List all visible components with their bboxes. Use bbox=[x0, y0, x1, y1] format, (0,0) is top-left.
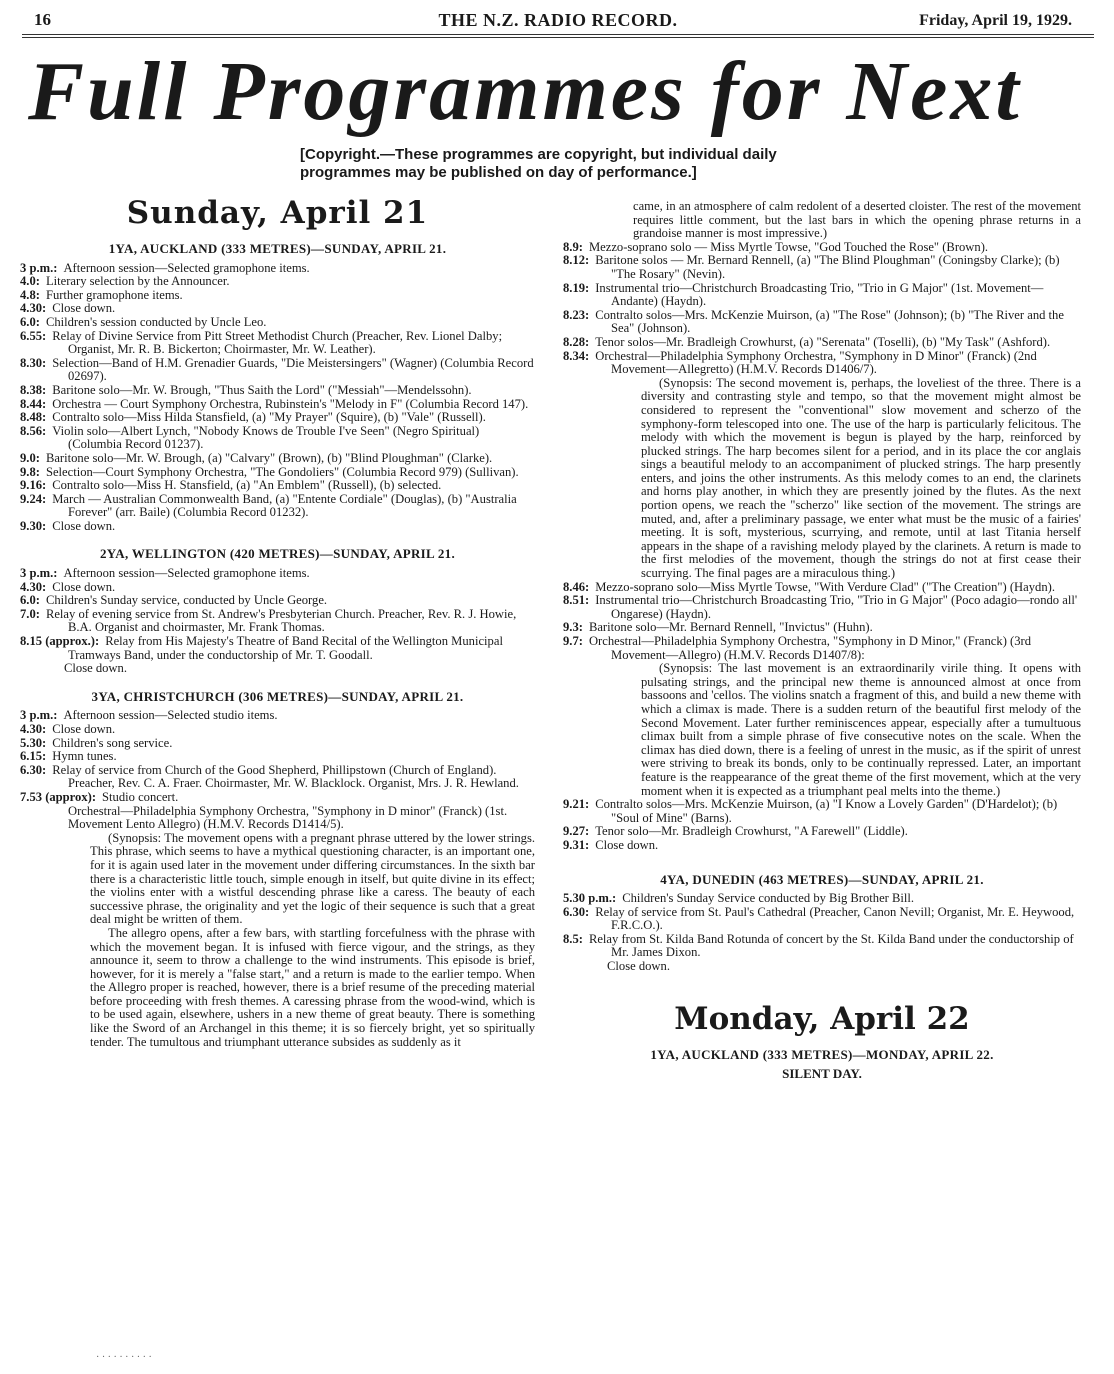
programme-time: 3 p.m.: bbox=[20, 566, 58, 581]
synopsis-continued: came, in an atmosphere of calm redolent of a deserted cloister. The rest of the movement requires little comment, but the last bars in which the opening phrase returns in a grandoise manner is most impressive.) bbox=[633, 199, 1081, 241]
programme-text: Mezzo-soprano solo—Miss Myrtle Towse, "With Verdure Clad" ("The Creation") (Haydn). bbox=[595, 579, 1055, 594]
programme-text: Children's song service. bbox=[52, 735, 173, 750]
copyright-notice: [Copyright.—These programmes are copyright, but individual daily programmes may be published on day of performance.] bbox=[300, 146, 777, 181]
programme-time: 6.30: bbox=[563, 904, 590, 919]
programme-time: 6.30: bbox=[20, 762, 47, 777]
programme-item bbox=[20, 594, 535, 608]
programme-text: Afternoon session—Selected studio items. bbox=[63, 708, 278, 723]
programme-text: Close down. bbox=[52, 301, 116, 316]
programme-text: Contralto solos—Mrs. McKenzie Muirson, (a) "The Rose" (Johnson); (b) "The River and the Sea" (Johnson). bbox=[595, 307, 1064, 336]
silent-day-note: SILENT DAY. bbox=[782, 1066, 862, 1082]
programme-text: Tenor solo—Mr. Bradleigh Crowhurst, "A Farewell" (Liddle). bbox=[595, 824, 908, 839]
programme-item bbox=[563, 892, 1081, 906]
programme-time: 9.3: bbox=[563, 620, 583, 635]
programme-item bbox=[563, 581, 1081, 595]
programme-time: 8.38: bbox=[20, 382, 47, 397]
programme-item bbox=[20, 398, 535, 412]
christchurch-programme-4 bbox=[563, 798, 1081, 852]
programme-item bbox=[20, 581, 535, 595]
programme-item bbox=[20, 357, 535, 384]
programme-item bbox=[20, 316, 535, 330]
programme-item bbox=[563, 336, 1081, 350]
programme-item bbox=[20, 764, 535, 791]
programme-time: 8.28: bbox=[563, 334, 590, 349]
programme-item bbox=[20, 709, 535, 723]
programme-text: Relay of Divine Service from Pitt Street Methodist Church (Preacher, Rev. Lionel Dalby; Organist, Mr. R. B. Bickerton; Choirmaster, Mr. W. Leather). bbox=[52, 328, 503, 357]
page-number: 16 bbox=[34, 10, 51, 29]
programme-text: Children's Sunday Service conducted by Big Brother Bill. bbox=[622, 891, 915, 906]
programme-text: Orchestra — Court Symphony Orchestra, Rubinstein's "Melody in F" (Columbia Record 147). bbox=[52, 396, 529, 411]
programme-item bbox=[563, 798, 1081, 825]
programme-text: Relay from His Majesty's Theatre of Band Recital of the Wellington Municipal Tramways Band, under the conductorship of Mr. T. Goodall. bbox=[68, 634, 503, 662]
programme-time: 7.0: bbox=[20, 606, 40, 621]
programme-text: Baritone solos — Mr. Bernard Rennell, (a) "The Blind Ploughman" (Coningsby Clarke); (b) "The Rosary" (Nevin). bbox=[595, 253, 1060, 281]
programme-text: Mezzo-soprano solo — Miss Myrtle Towse, "God Touched the Rose" (Brown). bbox=[588, 239, 989, 254]
monday-auckland-heading: 1YA, AUCKLAND (333 METRES)—MONDAY, APRIL 22. bbox=[650, 1046, 994, 1062]
programme-time: 8.30: bbox=[20, 355, 47, 370]
programme-item bbox=[563, 906, 1081, 933]
monday-title: Monday, April 22 bbox=[674, 1000, 970, 1037]
programme-item bbox=[20, 479, 535, 493]
programme-item bbox=[563, 933, 1081, 960]
programme-text: Afternoon session—Selected gramophone items. bbox=[63, 566, 310, 581]
programme-time: 9.30: bbox=[20, 518, 47, 533]
programme-time: 9.21: bbox=[563, 797, 590, 812]
programme-item bbox=[20, 635, 535, 662]
programme-item bbox=[20, 750, 535, 764]
auckland-heading: 1YA, AUCKLAND (333 METRES)—SUNDAY, APRIL 21. bbox=[108, 241, 447, 256]
programme-item bbox=[20, 425, 535, 452]
programme-text: Baritone solo—Mr. W. Brough, "Thus Saith the Lord" ("Messiah"—Mendelssohn). bbox=[52, 382, 472, 397]
programme-time: 9.8: bbox=[20, 464, 40, 479]
programme-item bbox=[563, 635, 1081, 662]
synopsis-second-movement: (Synopsis: The second movement is, perhaps, the loveliest of the three. There is a diversity and contrasting style and tempo, so that the movement might almost be considered to represent the "conventional" slow movement and scherzo of the symphony-form telescoped into one. The use of the harp is particularly felicitous. The melody with which the movement is begun is played by the harp, reinforced by plucked strings. The harp becomes silent for a period, and in its place the cor anglais sings a beautiful melody to an accompaniment of plucked strings. The harp presently enters, and joins the other instruments. As this melody comes to an end, the clarinets and horns play another, in which they are presently joined by the flutes. As the next portion opens, we reach the "scherzo" like section of the movement. The strings are muted, and, after a preliminary passage, we enter what must be the music of a fairies' meeting. It is soft, mysterious, scurrying, and remote, until at last Titania herself appears in the shape of a ravishing melody played by the clarinets. A return is made to the first melodies of the movement, though the strings do not at first cease their scurrying. The final pages are a miraculous thing.) bbox=[641, 375, 1081, 581]
programme-time: 9.24: bbox=[20, 491, 47, 506]
wellington-programme bbox=[20, 567, 535, 662]
programme-text: Relay of evening service from St. Andrew's Presbyterian Church. Preacher, Rev. R. J. Howie, B.A. Organist and choirmaster, Mr. Frank Thomas. bbox=[45, 606, 517, 635]
programme-text: Literary selection by the Announcer. bbox=[45, 274, 230, 289]
programme-text: Relay of service from Church of the Good Shepherd, Phillipstown (Church of England). Preacher, Rev. C. A. Fraer. Choirmaster, Mr. W. Blacklock. Organist, Mrs. J. R. Hewland. bbox=[52, 762, 519, 791]
programme-item bbox=[563, 350, 1081, 377]
programme-time: 8.48: bbox=[20, 410, 47, 425]
synopsis-paragraph-1: (Synopsis: The movement opens with a pregnant phrase uttered by the lower strings. This phrase, which seems to have a mythical questioning character, is an important one, for it is again used later in the movement under differing circumstances. In the sixth bar there is a characteristic little touch, simple enough in itself, but quite divine in its effect; the violins enter with a wistful descending phrase like a caress. The beauty of each successive phrase, the originality and yet the logic of their sequence is such that a great deal might be written of them. bbox=[90, 830, 535, 927]
programme-item bbox=[563, 825, 1081, 839]
programme-time: 8.5: bbox=[563, 931, 583, 946]
programme-text: Tenor solos—Mr. Bradleigh Crowhurst, (a) "Serenata" (Toselli), (b) "My Task" (Ashford). bbox=[595, 334, 1051, 349]
programme-item bbox=[20, 411, 535, 425]
programme-time: 9.31: bbox=[563, 837, 590, 852]
programme-item bbox=[20, 384, 535, 398]
left-column bbox=[20, 192, 535, 1049]
dunedin-close: Close down. bbox=[607, 959, 670, 974]
christchurch-programme-2 bbox=[563, 241, 1081, 377]
headline: Full Programmes for Next bbox=[28, 45, 1022, 138]
programme-text: Baritone solo—Mr. W. Brough, (a) "Calvary" (Brown), (b) "Blind Ploughman" (Clarke). bbox=[45, 450, 493, 465]
programme-text: Selection—Court Symphony Orchestra, "The Gondoliers" (Columbia Record 979) (Sullivan). bbox=[45, 464, 519, 479]
programme-time: 9.7: bbox=[563, 634, 583, 648]
programme-text: Close down. bbox=[52, 722, 116, 736]
programme-text: Relay from St. Kilda Band Rotunda of concert by the St. Kilda Band under the conductorship of Mr. James Dixon. bbox=[588, 931, 1074, 960]
programme-item bbox=[20, 723, 535, 737]
programme-text: Contralto solo—Miss H. Stansfield, (a) "An Emblem" (Russell), (b) selected. bbox=[52, 478, 442, 493]
programme-time: 8.46: bbox=[563, 579, 590, 594]
programme-time: 3 p.m.: bbox=[20, 260, 58, 275]
programme-item bbox=[20, 493, 535, 520]
programme-item bbox=[20, 302, 535, 316]
programme-text: Close down. bbox=[52, 579, 116, 594]
programme-item bbox=[20, 737, 535, 751]
programme-item bbox=[563, 594, 1081, 621]
programme-time: 9.16: bbox=[20, 478, 47, 493]
programme-time: 9.27: bbox=[563, 824, 590, 839]
programme-text: Close down. bbox=[595, 837, 659, 852]
programme-time: 8.9: bbox=[563, 239, 583, 254]
programme-item bbox=[20, 791, 535, 805]
programme-time: 6.0: bbox=[20, 593, 40, 608]
programme-time: 4.0: bbox=[20, 274, 40, 289]
issue-date: Friday, April 19, 1929. bbox=[919, 12, 1072, 29]
programme-time: 8.56: bbox=[20, 423, 47, 438]
programme-text: Children's Sunday service, conducted by Uncle George. bbox=[45, 593, 328, 608]
page-margin-mark: · · · · · · · · · · bbox=[96, 1352, 152, 1363]
programme-time: 6.0: bbox=[20, 314, 40, 329]
programme-item bbox=[20, 466, 535, 480]
christchurch-orchestral: Orchestral—Philadelphia Symphony Orchestra, "Symphony in D minor" (Franck) (1st. Movement Lento Allegro) (H.M.V. Records D1414/5). bbox=[68, 803, 508, 832]
dunedin-programme bbox=[563, 892, 1081, 960]
programme-time: 9.0: bbox=[20, 450, 40, 465]
programme-text: Relay of service from St. Paul's Cathedral (Preacher, Canon Nevill; Organist, Mr. E. Heywood, F.R.C.O.). bbox=[595, 904, 1075, 933]
wellington-heading: 2YA, WELLINGTON (420 METRES)—SUNDAY, APRIL 21. bbox=[99, 546, 455, 562]
christchurch-programme bbox=[20, 709, 535, 804]
programme-text: Hymn tunes. bbox=[52, 749, 117, 764]
programme-text: Contralto solo—Miss Hilda Stansfield, (a) "My Prayer" (Squire), (b) "Vale" (Russell). bbox=[52, 410, 486, 425]
programme-item bbox=[20, 330, 535, 357]
wellington-close: Close down. bbox=[64, 661, 127, 676]
programme-item bbox=[20, 520, 535, 534]
programme-text: Orchestral—Philadelphia Symphony Orchestra, "Symphony in D Minor," (Franck) (3rd Movement—Allegro) (H.M.V. Records D1407/8): bbox=[588, 634, 1032, 662]
programme-time: 8.23: bbox=[563, 307, 590, 322]
christchurch-programme-3 bbox=[563, 581, 1081, 663]
right-column bbox=[563, 200, 1081, 1081]
programme-item bbox=[20, 608, 535, 635]
synopsis-paragraph-2: The allegro opens, after a few bars, with startling forcefulness with the phrase with which the movement began. It is infused with fierce vigour, and the strings, as they announce it, seem to throw a challenge to the wind instruments. This episode is brief, however, for it is merely a "false start," and a return is made to the earlier tempo. When the Allegro proper is reached, however, there is a brief resume of the preceding material before proceeding with fresh themes. A caressing phrase from the wood-wind, which is to be used again, elsewhere, ushers in a new theme of great beauty. There is something like the Sword of an Archangel in this theme; it is so fiercely bright, yet so spiritually tender. The tumultous and triumphant utterance subsides as suddenly as it bbox=[90, 925, 535, 1049]
programme-time: 8.19: bbox=[563, 280, 590, 295]
header-rule-2 bbox=[22, 37, 1094, 38]
programme-time: 8.51: bbox=[563, 593, 590, 608]
dunedin-heading: 4YA, DUNEDIN (463 METRES)—SUNDAY, APRIL 21. bbox=[660, 871, 984, 887]
programme-text: Afternoon session—Selected gramophone items. bbox=[63, 260, 310, 275]
programme-text: Violin solo—Albert Lynch, "Nobody Knows de Trouble I've Seen" (Negro Spiritual) (Columbia Record 01237). bbox=[52, 423, 480, 452]
programme-item bbox=[20, 262, 535, 276]
programme-text: Contralto solos—Mrs. McKenzie Muirson, (a) "I Know a Lovely Garden" (D'Hardelot); (b) "Soul of Mine" (Barns). bbox=[595, 797, 1058, 825]
programme-text: Children's session conducted by Uncle Leo. bbox=[45, 314, 267, 329]
programme-text: Instrumental trio—Christchurch Broadcasting Trio, "Trio in G Major" (Poco adagio—rondo all' Ongarese) (Haydn). bbox=[595, 593, 1078, 621]
publication-title: THE N.Z. RADIO RECORD. bbox=[438, 10, 678, 30]
programme-time: 5.30 p.m.: bbox=[563, 891, 617, 906]
programme-time: 4.30: bbox=[20, 722, 47, 736]
programme-text: Further gramophone items. bbox=[45, 287, 183, 302]
programme-item bbox=[20, 275, 535, 289]
auckland-programme bbox=[20, 262, 535, 534]
programme-time: 6.55: bbox=[20, 328, 47, 343]
header-rule bbox=[22, 34, 1094, 35]
christchurch-heading: 3YA, CHRISTCHURCH (306 METRES)—SUNDAY, APRIL 21. bbox=[91, 688, 464, 704]
programme-time: 8.12: bbox=[563, 253, 590, 268]
programme-time: 4.8: bbox=[20, 287, 40, 302]
programme-text: Selection—Band of H.M. Grenadier Guards, "Die Meistersingers" (Wagner) (Columbia Record 02697). bbox=[52, 355, 534, 384]
programme-item bbox=[20, 567, 535, 581]
programme-time: 4.30: bbox=[20, 579, 47, 594]
page-header bbox=[22, 8, 1094, 32]
programme-time: 4.30: bbox=[20, 301, 47, 316]
programme-item bbox=[563, 309, 1081, 336]
programme-time: 6.15: bbox=[20, 749, 47, 764]
programme-time: 5.30: bbox=[20, 735, 47, 750]
programme-text: Instrumental trio—Christchurch Broadcasting Trio, "Trio in G Major" (1st. Movement—Andante) (Haydn). bbox=[595, 280, 1044, 309]
programme-text: Close down. bbox=[52, 518, 116, 533]
programme-time: 7.53 (approx): bbox=[20, 789, 97, 804]
synopsis-third-movement: (Synopsis: The last movement is an extraordinarily virile thing. It opens with pulsating strings, and the principal new theme is announced almost at once from bassoons and 'cellos. The violins snatch a fragment of this, and build a new theme with which a climax is made. There is a sudden return of the beautiful first melody of the Second Movement. Later further reminiscences appear, especially after a tumultuous climax built from a simple phrase of five consecutive notes on the scale. When the climax has died down, there is a feeling of unrest in the music, as if the spirit of unrest were striving to break its bonds, only to be continually repressed. Later, an important feature is the reappearance of the great theme of the first movement, which at the very moment when it is expected as a triumphant peal melts into the theme.) bbox=[641, 661, 1081, 798]
programme-item bbox=[20, 289, 535, 303]
programme-item bbox=[563, 282, 1081, 309]
programme-text: Orchestral—Philadelphia Symphony Orchestra, "Symphony in D Minor" (Franck) (2nd Movement—Allegretto) (H.M.V. Records D1406/7). bbox=[595, 348, 1037, 377]
programme-text: Studio concert. bbox=[102, 789, 179, 804]
programme-text: Baritone solo—Mr. Bernard Rennell, "Invictus" (Huhn). bbox=[588, 620, 873, 635]
programme-text: March — Australian Commonwealth Band, (a) "Entente Cordiale" (Douglas), (b) "Australia Forever" (arr. Baile) (Columbia Record 01232). bbox=[52, 491, 517, 520]
programme-time: 3 p.m.: bbox=[20, 708, 58, 723]
sunday-title: Sunday, April 21 bbox=[126, 195, 429, 231]
synopsis-first-movement bbox=[20, 832, 535, 1050]
programme-item bbox=[563, 621, 1081, 635]
programme-item bbox=[563, 241, 1081, 255]
programme-item bbox=[563, 254, 1081, 281]
programme-item bbox=[20, 452, 535, 466]
programme-time: 8.15 (approx.): bbox=[20, 634, 100, 649]
programme-time: 8.34: bbox=[563, 348, 590, 363]
programme-time: 8.44: bbox=[20, 396, 47, 411]
programme-item bbox=[563, 839, 1081, 853]
